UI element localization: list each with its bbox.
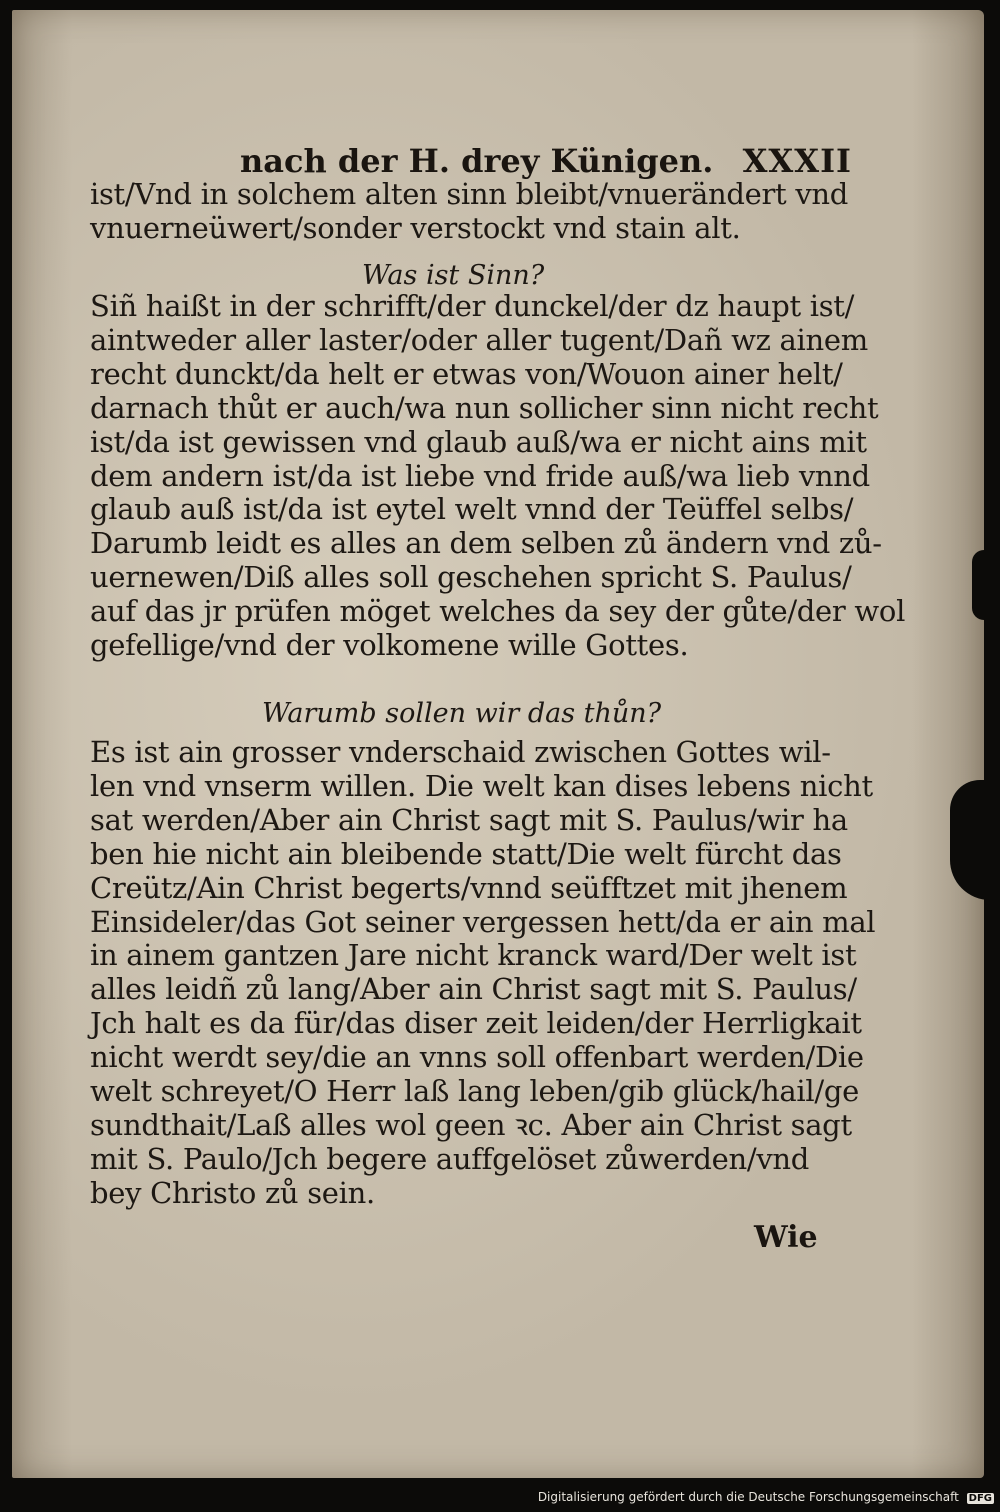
text-line: alles leidñ zů lang/Aber ain Christ sagt mit S. Paulus/ — [90, 972, 857, 1007]
funding-credit — [538, 1490, 994, 1504]
book-page — [12, 10, 984, 1478]
text-line: welt schreyet/O Herr laß lang leben/gib glück/hail/ge — [90, 1074, 859, 1109]
page-edge-damage — [950, 780, 990, 900]
text-line: ist/da ist gewissen vnd glaub auß/wa er nicht ains mit — [90, 424, 867, 459]
text-line: dem andern ist/da ist liebe vnd fride auß/wa lieb vnnd — [90, 458, 870, 493]
text-line: sundthait/Laß alles wol geen ꝛc. Aber ain Christ sagt — [90, 1107, 852, 1142]
text-line: mit S. Paulo/Jch begere auffgelöset zůwerden/vnd — [90, 1141, 810, 1176]
text-line: glaub auß ist/da ist eytel welt vnnd der Teüffel selbs/ — [90, 492, 854, 527]
text-line: in ainem gantzen Jare nicht kranck ward/Der welt ist — [90, 938, 857, 973]
text-line: Creütz/Ain Christ begerts/vnnd seüfftzet mit jhenem — [90, 870, 848, 905]
page-edge-damage — [972, 550, 988, 620]
text-line: vnuerneüwert/sonder verstockt vnd stain alt. — [90, 210, 741, 245]
paragraph-2 — [90, 289, 906, 663]
running-head: nach der H. drey Künigen. — [240, 142, 714, 180]
text-line: Siñ haißt in der schrifft/der dunckel/der dz haupt ist/ — [90, 289, 855, 323]
text-line: bey Christo zů sein. — [90, 1175, 375, 1210]
text-line: sat werden/Aber ain Christ sagt mit S. Paulus/wir ha — [90, 802, 848, 837]
text-line: auf das jr prüfen möget welches da sey der gůte/der wol — [90, 594, 906, 629]
paragraph-1 — [90, 177, 849, 246]
text-line: recht dunckt/da helt er etwas von/Wouon ainer helt/ — [90, 356, 843, 391]
text-line: len vnd vnserm willen. Die welt kan dises lebens nicht — [90, 768, 873, 803]
text-line: ben hie nicht ain bleibende statt/Die welt fürcht das — [90, 836, 842, 871]
text-line: aintweder aller laster/oder aller tugent/Dañ wz ainem — [90, 322, 868, 357]
text-line: darnach thůt er auch/wa nun sollicher sinn nicht recht — [90, 390, 879, 425]
catchword: Wie — [754, 1220, 818, 1255]
text-line: uernewen/Diß alles soll geschehen spricht S. Paulus/ — [90, 560, 852, 595]
paragraph-3 — [90, 735, 876, 1211]
text-line: Darumb leidt es alles an dem selben zů ändern vnd zů- — [90, 526, 882, 561]
text-line: gefellige/vnd der volkomene wille Gottes. — [90, 628, 689, 663]
text-line: Jch halt es da für/das diser zeit leiden/der Herrligkait — [90, 1006, 862, 1041]
text-line: nicht werdt sey/die an vnns soll offenbart werden/Die — [90, 1040, 864, 1075]
text-line: Einsideler/das Got seiner vergessen hett/da er ain mal — [90, 904, 876, 939]
text-line: ist/Vnd in solchem alten sinn bleibt/vnuerändert vnd — [90, 177, 849, 211]
section-heading: Was ist Sinn? — [362, 260, 545, 291]
funding-credit-text: Digitalisierung gefördert durch die Deutsche Forschungsgemeinschaft — [537, 1490, 959, 1504]
dfg-logo: DFG — [968, 1493, 992, 1504]
text-line: Es ist ain grosser vnderschaid zwischen Gottes wil- — [90, 735, 831, 769]
folio-number: XXXII — [742, 142, 852, 180]
section-heading: Warumb sollen wir das thůn? — [262, 698, 662, 729]
